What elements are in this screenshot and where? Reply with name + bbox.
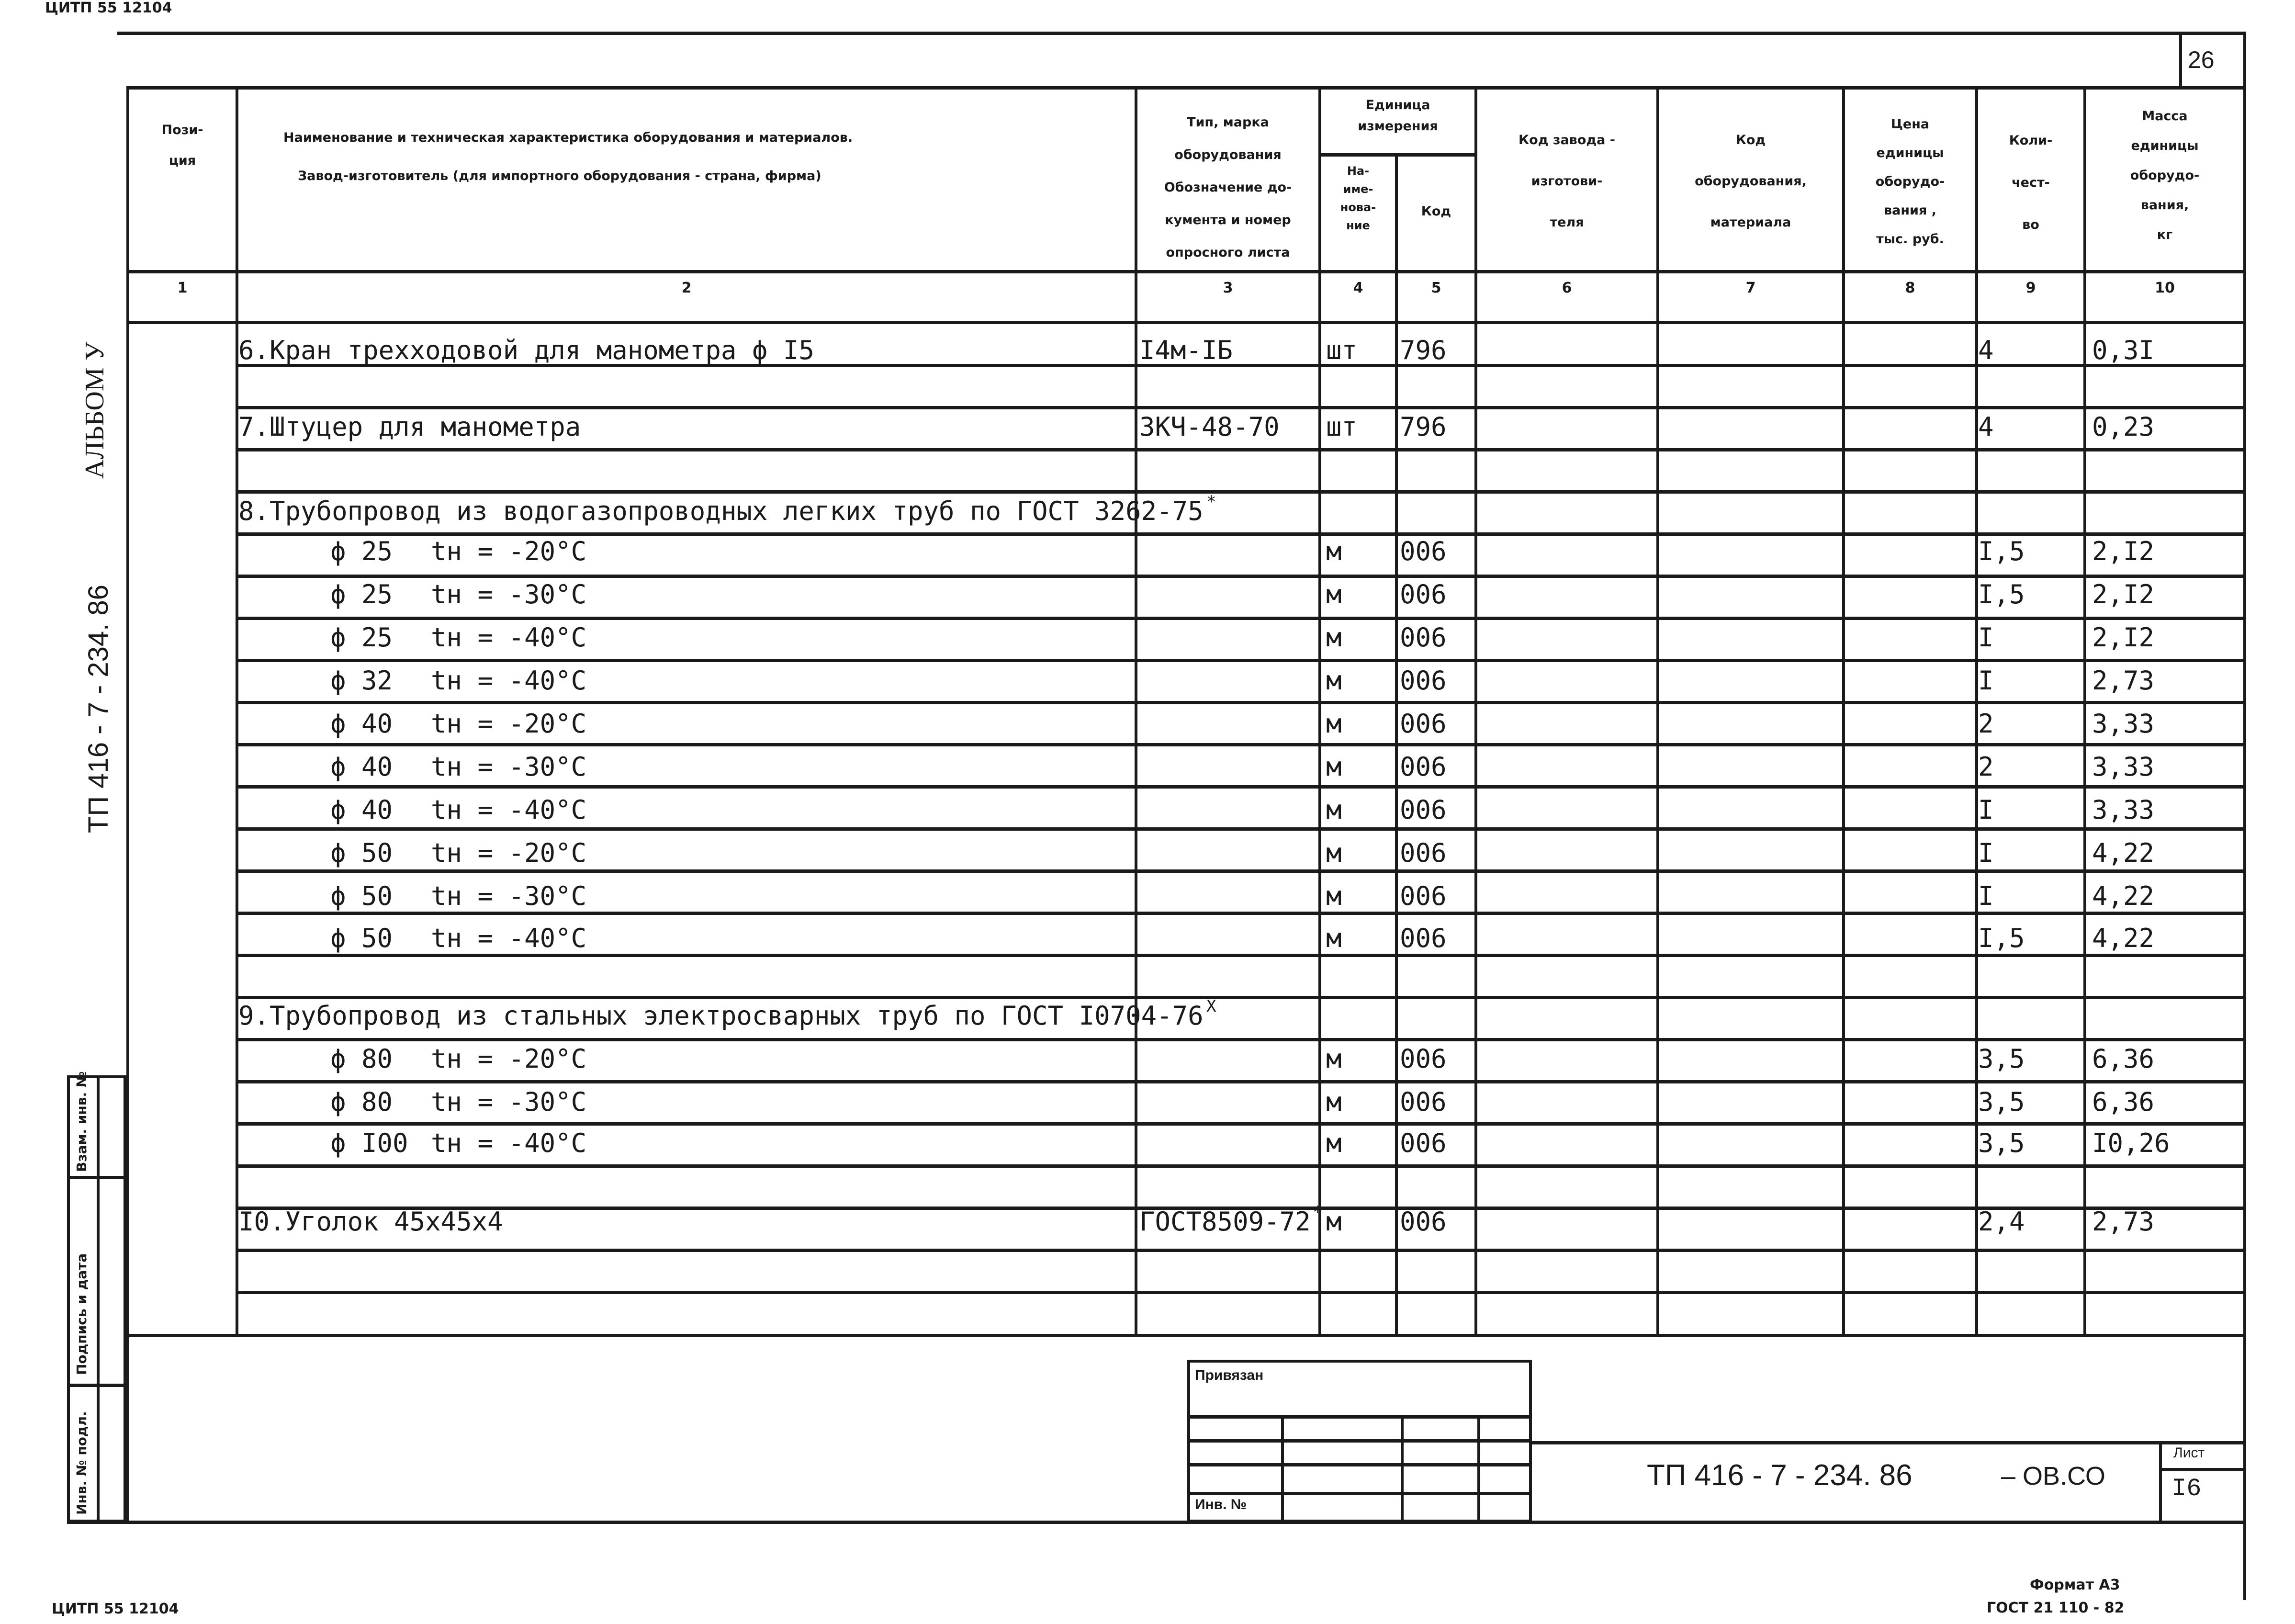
project-code-vertical: ТП 416 - 7 - 234. 86 — [83, 585, 114, 833]
pipe-diameter: ϕ 50 — [330, 838, 393, 868]
header-unit-group: Единица измерения — [1358, 98, 1438, 134]
stamp-doc-code: – ОВ.СО — [2001, 1462, 2105, 1490]
unit-name: м — [1326, 536, 1342, 566]
item-mass: 0,3I — [2092, 335, 2155, 365]
header-factory-code: Код завода - изготови- теля — [1519, 133, 1615, 230]
unit-code: 006 — [1400, 838, 1447, 868]
stamp-designation: ТП 416 - 7 - 234. 86 — [1647, 1459, 1912, 1492]
pipe-diameter: ϕ 40 — [330, 709, 393, 739]
unit-code: 796 — [1400, 335, 1447, 365]
header-price: Цена единицы оборудо- вания , тыс. руб. — [1875, 117, 1945, 247]
item-type: I4м-IБ — [1139, 335, 1233, 365]
pipe-temperature: tн = -30°C — [431, 579, 587, 609]
unit-code: 006 — [1400, 579, 1447, 609]
item-quantity: I — [1978, 838, 1994, 868]
item-name: I0.Уголок 45х45х4 — [238, 1207, 503, 1237]
item-quantity: I — [1978, 795, 1994, 825]
item-quantity: 2,4 — [1978, 1207, 2025, 1237]
gost-footer: ГОСТ 21 110 - 82 — [1987, 1600, 2125, 1616]
item-name: 7.Штуцер для манометра — [238, 412, 581, 442]
pipe-diameter: ϕ 25 — [330, 536, 393, 566]
header-type: Тип, марка оборудования Обозначение до- кумента и номер опросного листа — [1164, 115, 1292, 260]
corner-sheet-number: 26 — [2188, 46, 2215, 73]
frame-top — [117, 32, 2246, 35]
item-mass: 6,36 — [2092, 1044, 2155, 1074]
unit-code: 006 — [1400, 536, 1447, 566]
unit-name: м — [1326, 1087, 1342, 1117]
item-quantity: I — [1978, 881, 1994, 911]
pipe-diameter: ϕ I00 — [330, 1128, 408, 1158]
top-doc-code: ЦИТП 55 12104 — [45, 0, 172, 16]
item-quantity: I — [1978, 622, 1994, 653]
item-mass: 4,22 — [2092, 881, 2155, 911]
unit-name: м — [1326, 1128, 1342, 1158]
pipe-temperature: tн = -20°C — [431, 709, 587, 739]
header-name: Наименование и техническая характеристика оборудования и материалов. Завод-изготовитель (для импортного оборудования - страна, фирма) — [283, 130, 853, 183]
unit-name: м — [1326, 665, 1342, 696]
item-mass: 2,73 — [2092, 1207, 2155, 1237]
pipe-temperature: tн = -40°C — [431, 923, 587, 953]
unit-name: м — [1326, 752, 1342, 782]
header-unit-name: На- име- нова- ние — [1340, 164, 1376, 232]
pipe-temperature: tн = -30°C — [431, 752, 587, 782]
pipe-temperature: tн = -40°C — [431, 622, 587, 653]
header-quantity: Коли- чест- во — [2009, 133, 2053, 232]
unit-name: м — [1326, 881, 1342, 911]
frame-right — [2243, 32, 2246, 1600]
pipe-temperature: tн = -40°C — [431, 795, 587, 825]
pipe-diameter: ϕ 25 — [330, 579, 393, 609]
item-mass: 3,33 — [2092, 752, 2155, 782]
item-type: ГОСТ8509-72 — [1139, 1207, 1311, 1237]
unit-name: шт — [1326, 412, 1358, 442]
unit-name: м — [1326, 1044, 1342, 1074]
pipe-temperature: tн = -30°C — [431, 1087, 587, 1117]
item-quantity: 3,5 — [1978, 1044, 2025, 1074]
name-superscript: X — [1206, 997, 1216, 1016]
inv-label: Инв. № — [1195, 1497, 1247, 1512]
tied-stamp-box — [1187, 1360, 1532, 1522]
album-label: АЛЬБОМ У — [80, 341, 110, 479]
item-mass: 0,23 — [2092, 412, 2155, 442]
unit-code: 006 — [1400, 622, 1447, 653]
unit-name: м — [1326, 622, 1342, 653]
item-mass: 4,22 — [2092, 923, 2155, 953]
stamp-label-signature-date: Подпись и дата — [74, 1253, 90, 1375]
item-quantity: 3,5 — [1978, 1087, 2025, 1117]
unit-name: м — [1326, 579, 1342, 609]
item-quantity: I — [1978, 665, 1994, 696]
column-numbers-row: 1 2 3 4 5 6 7 8 9 10 — [177, 280, 2175, 296]
unit-code: 006 — [1400, 752, 1447, 782]
stamp-label-orig-inv: Инв. № подл. — [74, 1411, 90, 1515]
item-mass: 2,73 — [2092, 665, 2155, 696]
item-quantity: 2 — [1978, 709, 1994, 739]
pipe-diameter: ϕ 50 — [330, 881, 393, 911]
unit-code: 006 — [1400, 881, 1447, 911]
item-mass: 2,I2 — [2092, 579, 2155, 609]
item-mass: 6,36 — [2092, 1087, 2155, 1117]
bottom-doc-code: ЦИТП 55 12104 — [52, 1601, 179, 1617]
item-name: 8.Трубопровод из водогазопроводных легких труб по ГОСТ 3262-75 — [238, 496, 1204, 526]
unit-code: 796 — [1400, 412, 1447, 442]
unit-code: 006 — [1400, 1207, 1447, 1237]
unit-code: 006 — [1400, 1128, 1447, 1158]
item-name: 9.Трубопровод из стальных электросварных труб по ГОСТ I0704-76 — [238, 1001, 1204, 1031]
unit-code: 006 — [1400, 795, 1447, 825]
pipe-temperature: tн = -30°C — [431, 881, 587, 911]
unit-name: м — [1326, 709, 1342, 739]
name-superscript: * — [1206, 492, 1216, 511]
left-stamp-box — [67, 1071, 126, 1522]
pipe-diameter: ϕ 80 — [330, 1087, 393, 1117]
pipe-diameter: ϕ 40 — [330, 795, 393, 825]
item-quantity: 2 — [1978, 752, 1994, 782]
unit-name: м — [1326, 795, 1342, 825]
header-unit-code: Код — [1421, 204, 1451, 219]
pipe-diameter: ϕ 32 — [330, 665, 393, 696]
item-mass: 3,33 — [2092, 795, 2155, 825]
item-quantity: I,5 — [1978, 923, 2025, 953]
item-mass: 4,22 — [2092, 838, 2155, 868]
header-mass: Масса единицы оборудо- вания, кг — [2130, 109, 2200, 242]
unit-name: м — [1326, 923, 1342, 953]
frame-bottom — [67, 1521, 2246, 1524]
pipe-diameter: ϕ 40 — [330, 752, 393, 782]
stamp-sheet-label: Лист — [2173, 1445, 2205, 1461]
pipe-temperature: tн = -20°C — [431, 838, 587, 868]
item-quantity: 3,5 — [1978, 1128, 2025, 1158]
unit-name: м — [1326, 1207, 1342, 1237]
unit-code: 006 — [1400, 1087, 1447, 1117]
item-quantity: 4 — [1978, 335, 1994, 365]
item-name: 6.Кран трехходовой для манометра ϕ I5 — [238, 335, 814, 365]
unit-code: 006 — [1400, 923, 1447, 953]
item-quantity: 4 — [1978, 412, 1994, 442]
pipe-temperature: tн = -20°C — [431, 536, 587, 566]
unit-code: 006 — [1400, 709, 1447, 739]
tied-label: Привязан — [1195, 1367, 1264, 1383]
pipe-temperature: tн = -40°C — [431, 1128, 587, 1158]
item-mass: 3,33 — [2092, 709, 2155, 739]
pipe-diameter: ϕ 25 — [330, 622, 393, 653]
stamp-sheet-number: I6 — [2171, 1475, 2202, 1503]
item-quantity: I,5 — [1978, 536, 2025, 566]
pipe-temperature: tн = -20°C — [431, 1044, 587, 1074]
item-type: 3КЧ-48-70 — [1139, 412, 1280, 442]
unit-name: шт — [1326, 335, 1358, 365]
item-mass: 2,I2 — [2092, 536, 2155, 566]
format-label: Формат А3 — [2030, 1577, 2120, 1593]
pipe-temperature: tн = -40°C — [431, 665, 587, 696]
unit-code: 006 — [1400, 665, 1447, 696]
type-superscript: * — [1313, 1203, 1323, 1222]
item-mass: I0,26 — [2092, 1128, 2170, 1158]
unit-name: м — [1326, 838, 1342, 868]
pipe-diameter: ϕ 80 — [330, 1044, 393, 1074]
stamp-label-replaced-inv: Взам. инв. № — [74, 1071, 90, 1172]
pipe-diameter: ϕ 50 — [330, 923, 393, 953]
item-quantity: I,5 — [1978, 579, 2025, 609]
header-equipment-code: Код оборудования, материала — [1695, 133, 1807, 230]
header-position: Пози- ция — [161, 123, 203, 168]
unit-code: 006 — [1400, 1044, 1447, 1074]
item-mass: 2,I2 — [2092, 622, 2155, 653]
